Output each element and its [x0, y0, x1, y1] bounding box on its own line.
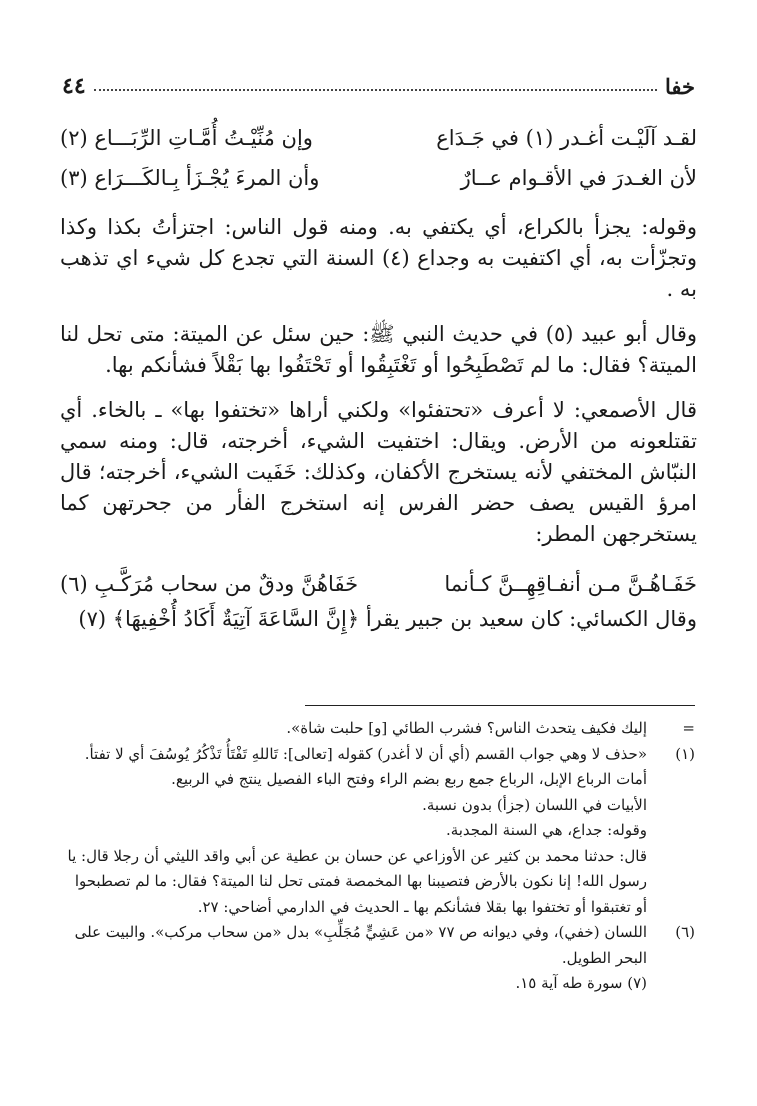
verse-line-1: [60, 118, 697, 158]
footnote-1: [60, 742, 695, 768]
paragraph-abu-ubaid: وقال أبو عبيد (٥) في حديث النبي ﷺ: حين سئل عن الميتة: متى تحل لنا الميتة؟ فقال: ما لم تَصْطَبِحُوا أو تَغْتَبِقُوا أو تَحْتَفُوا بها بَقْلاً فشأنكم بها.: [60, 322, 697, 377]
header-title: خفا: [664, 73, 695, 99]
footnote-continuation: [60, 716, 695, 742]
verse-hemistich-second: خَفَاهُنَّ ودقٌ من سحاب مُرَكَّـبِ (٦): [60, 572, 359, 596]
verse-line-2: [60, 158, 697, 198]
header-dotted-rule: [94, 89, 657, 91]
main-text: [60, 118, 697, 635]
footnote-number: (٦): [675, 923, 695, 941]
paragraph-asmai: قال الأصمعي: لا أعرف «تحتفئوا» ولكني أراها «تختفوا بها» ـ بالخاء. أي تقتلعونه من الأرض. ويقال: اختفيت الشيء، أخرجته، قال: ومنه سمي النبّاش المختفي لأنه يستخرج الأكفان، وكذلك: خَفَيت الشيء، أخرجته؛ قال امرؤ القيس يصف حضر الفرس إنه استخرج الفأر من جحرتهن كما يستخرجهن المطر:: [60, 398, 697, 546]
continuation-mark: =: [682, 719, 695, 737]
footnote-text: إليك فكيف يتحدث الناس؟ فشرب الطائي [و] حلبت شاة».: [286, 719, 647, 737]
verse-hemistich-second: وأن المرءَ يُجْـزَأ بِـالكَـــرَاع (٣): [60, 166, 320, 190]
footnote-4: وقوله: جداع، هي السنة المجدبة.: [445, 821, 647, 839]
paragraph-kura: وقوله: يجزأ بالكراع، أي يكتفي به. ومنه قول الناس: اجتزأتُ بكذا وكذا وتجزّأت به، أي اكتفيت به وجداع (٤) السنة التي تجدع كل شيء اي تذهب به .: [60, 215, 698, 301]
footnote-6: [60, 920, 695, 971]
verse-hemistich-first: خَفَـاهُـنَّ مـن أنفـاقِهِــنَّ كـأنما: [444, 572, 697, 596]
footnote-separator: [305, 705, 695, 706]
footnotes: [60, 716, 695, 997]
footnote-2: أمات الرباع الإبل، الرباع جمع ربع بضم الراء وفتح الباء الفصيل ينتج في الربيع.: [171, 770, 647, 788]
page-number: ٤٤: [62, 73, 86, 99]
verse-hemistich-first: لأن الغـدرَ في الأقـوام عــارٌ: [460, 166, 697, 190]
footnote-5: قال: حدثنا محمد بن كثير عن الأوزاعي عن حسان بن عطية عن أبي واقد الليثي أن رجلا قال: يا رسول الله! إنا نكون بالأرض فتصيبنا بها المخمصة فمتى تحل لنا الميتة؟ فقال: ما لم تصطبحوا أو تغتبقوا أو تختفوا بها بقلا فشأنكم بها ـ الحديث في الدارمي أضاحي: ٢٧.: [67, 846, 647, 916]
verse-hemistich-first: لقـد آلَيْـت أغـدر (١) في جَـدَاع: [436, 126, 697, 150]
verse-hemistich-second: وإن مُنِّيْـتُ أُمَّـاتِ الرِّبَـــاع (٢): [60, 126, 313, 150]
footnote-number: (١): [675, 744, 695, 763]
paragraph-kisai: وقال الكسائي: كان سعيد بن جبير يقرأ ﴿إِنَّ السَّاعَةَ آتِيَةٌ أَكَادُ أُخْفِيهَا﴾ (٧): [78, 607, 697, 631]
running-header: [62, 70, 695, 102]
verse-line-3: [60, 564, 697, 604]
footnote-text: اللسان (خفي)، وفي ديوانه ص ٧٧ «من عَشِيٍّ مُجَلِّبِ» بدل «من سحاب مركب». والبيت على البحر الطويل.: [74, 923, 647, 967]
footnote-3: الأبيات في اللسان (جزأ) بدون نسبة.: [422, 795, 647, 814]
footnote-7: (٧) سورة طه آية ١٥.: [515, 974, 647, 992]
footnote-text: «حذف لا وهي جواب القسم (أي أن لا أغدر) كقوله [تعالى]: تَاللهِ تَفْتَأُ تَذْكُرُ يُوسُفَ أي لا تفتأ.: [84, 744, 647, 763]
